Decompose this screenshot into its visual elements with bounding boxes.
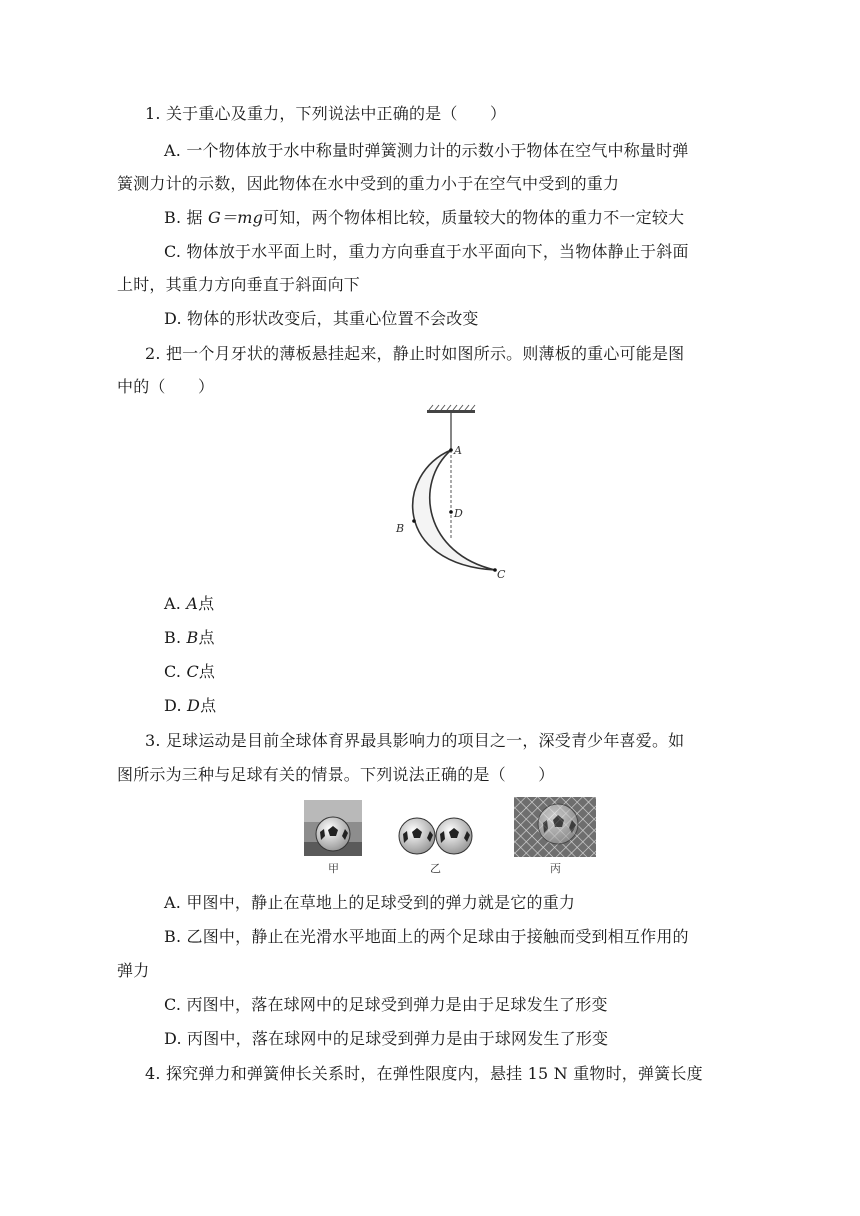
q1-option-d: D. 物体的形状改变后，其重心位置不会改变 <box>164 309 479 328</box>
q1-option-b-prefix: B. 据 <box>164 208 209 227</box>
q2-option-c-letter: C <box>186 662 199 681</box>
q2-option-a <box>164 593 214 615</box>
q2-stem-line1: 2. 把一个月牙状的薄板悬挂起来，静止时如图所示。则薄板的重心可能是图 <box>145 344 685 363</box>
football-figures <box>300 796 600 876</box>
caption-jia: 甲 <box>328 862 339 875</box>
q2-option-b-suffix: 点 <box>198 628 215 647</box>
label-a: A <box>454 444 462 457</box>
q2-option-c <box>164 661 215 683</box>
q1-option-c-line1: C. 物体放于水平面上时，重力方向垂直于水平面向下，当物体静止于斜面 <box>164 242 689 261</box>
q1-option-c-line2: 上时，其重力方向垂直于斜面向下 <box>117 275 361 294</box>
point-b-dot <box>412 519 416 523</box>
point-a-dot <box>449 448 453 452</box>
q2-option-b-letter: B <box>186 628 199 647</box>
q4-stem-line1: 4. 探究弹力和弹簧伸长关系时，在弹性限度内，悬挂 15 N 重物时，弹簧长度 <box>145 1064 703 1083</box>
label-d: D <box>454 507 463 520</box>
point-d-dot <box>449 510 453 514</box>
caption-bing: 丙 <box>550 862 561 875</box>
crescent-plate-figure <box>385 404 515 584</box>
caption-yi: 乙 <box>430 862 441 875</box>
q3-stem-line1: 3. 足球运动是目前全球体育界最具影响力的项目之一，深受青少年喜爱。如 <box>145 731 685 750</box>
q2-option-c-suffix: 点 <box>198 662 216 681</box>
q2-option-a-prefix: A. <box>164 594 187 613</box>
figure-yi <box>399 818 472 854</box>
figure-bing <box>514 797 596 857</box>
q2-option-d-letter: D <box>187 696 201 715</box>
q2-option-a-letter: A <box>186 594 199 613</box>
q1-option-a-line2: 簧测力计的示数，因此物体在水中受到的重力小于在空气中受到的重力 <box>117 174 620 193</box>
q3-stem-line2: 图所示为三种与足球有关的情景。下列说法正确的是（ ） <box>117 765 555 784</box>
q2-option-d-suffix: 点 <box>200 696 217 715</box>
q3-option-a: A. 甲图中，静止在草地上的足球受到的弹力就是它的重力 <box>164 893 576 912</box>
label-c: C <box>497 568 506 581</box>
label-b: B <box>396 522 405 535</box>
q3-option-b-line1: B. 乙图中，静止在光滑水平地面上的两个足球由于接触而受到相互作用的 <box>164 927 689 946</box>
q2-option-b <box>164 627 215 649</box>
q2-stem-line2: 中的（ ） <box>117 377 215 396</box>
ceiling-bar <box>427 410 475 413</box>
q2-option-a-suffix: 点 <box>198 594 215 613</box>
q2-option-d-prefix: D. <box>164 696 188 715</box>
q2-option-c-prefix: C. <box>164 662 187 681</box>
q1-stem: 1. 关于重心及重力，下列说法中正确的是（ ） <box>145 104 507 123</box>
q1-option-b-formula: G＝mg <box>208 208 264 227</box>
q3-option-d: D. 丙图中，落在球网中的足球受到弹力是由于球网发生了形变 <box>164 1029 609 1048</box>
q1-option-b <box>164 207 684 229</box>
q1-option-a-line1: A. 一个物体放于水中称量时弹簧测力计的示数小于物体在空气中称量时弹 <box>164 141 689 160</box>
q2-option-b-prefix: B. <box>164 628 187 647</box>
q3-option-b-line2: 弹力 <box>117 961 150 980</box>
ceiling-hatch <box>429 405 475 410</box>
q3-option-c: C. 丙图中，落在球网中的足球受到弹力是由于足球发生了形变 <box>164 995 608 1014</box>
figure-jia <box>304 800 362 856</box>
q1-option-b-text: 可知，两个物体相比较，质量较大的物体的重力不一定较大 <box>263 208 685 227</box>
q2-option-d <box>164 695 216 717</box>
